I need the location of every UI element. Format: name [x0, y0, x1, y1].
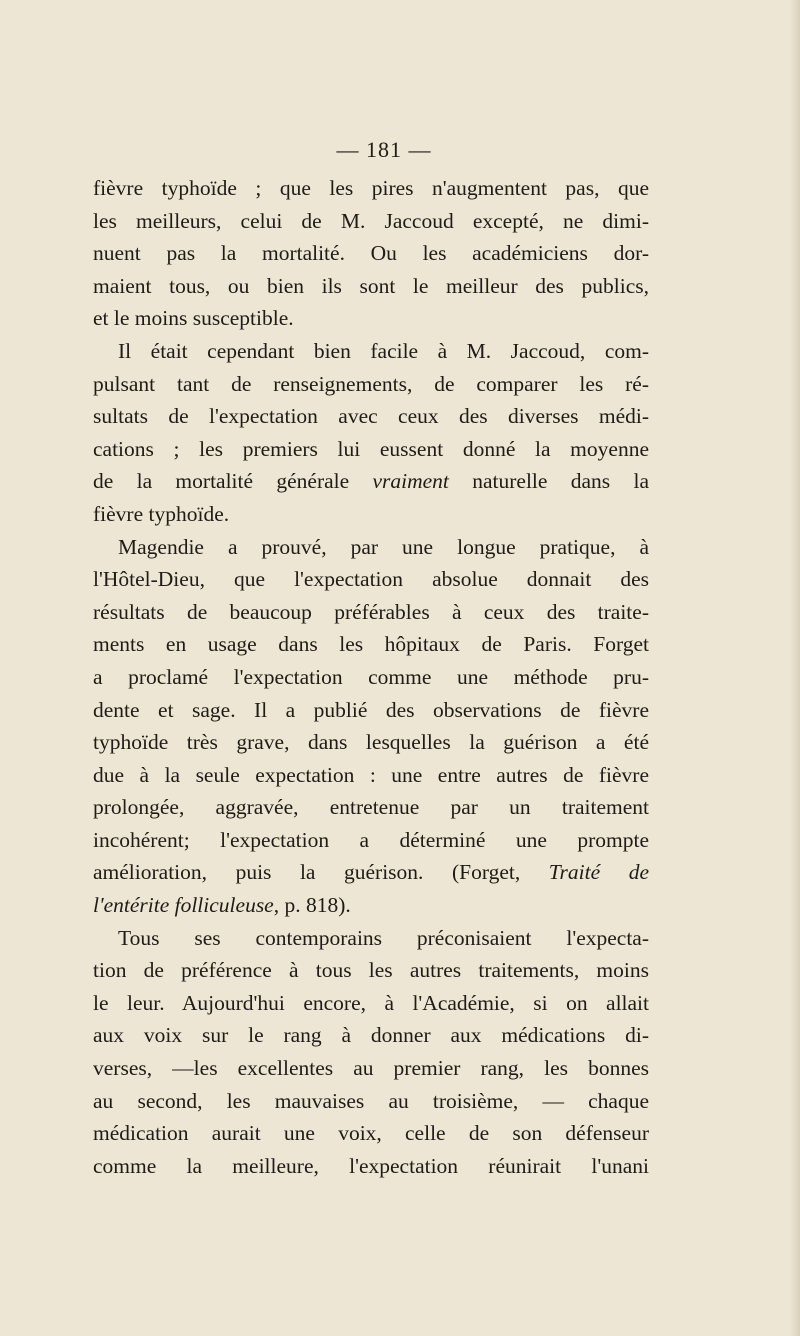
text-line: maient tous, ou bien ils sont le meilleur des publics, — [93, 273, 649, 298]
text-line: Il était cependant bien facile à M. Jaccoud, com- — [118, 338, 649, 363]
text-line: comme la meilleure, l'expectation réunirait l'unani — [93, 1153, 649, 1178]
text-line: amélioration, puis la guérison. (Forget, Traité de — [93, 860, 649, 885]
text-line: a proclamé l'expectation comme une méthode pru- — [93, 664, 649, 689]
text-line: dente et sage. Il a publié des observations de fièvre — [93, 697, 649, 722]
text-line: résultats de beaucoup préférables à ceux des traite- — [93, 599, 649, 624]
text-line: au second, les mauvaises au troisième, — chaque — [93, 1088, 649, 1113]
text-line: et le moins susceptible. — [93, 306, 294, 331]
text-line: tion de préférence à tous les autres traitements, moins — [93, 958, 649, 983]
body-text — [93, 172, 649, 1182]
text-line: pulsant tant de renseignements, de comparer les ré- — [93, 371, 649, 396]
page-edge-shadow — [790, 0, 800, 1336]
text-line: les meilleurs, celui de M. Jaccoud excepté, ne dimi- — [93, 208, 649, 233]
text-line: de la mortalité générale vraiment naturelle dans la — [93, 469, 649, 494]
text-line: médication aurait une voix, celle de son défenseur — [93, 1121, 649, 1146]
text-line: l'entérite folliculeuse, p. 818). — [93, 893, 351, 918]
page-number: — 181 — — [336, 137, 432, 162]
text-line: sultats de l'expectation avec ceux des diverses médi- — [93, 404, 649, 429]
text-line: verses, —les excellentes au premier rang, les bonnes — [93, 1056, 649, 1081]
text-line: le leur. Aujourd'hui encore, à l'Académie, si on allait — [93, 990, 649, 1015]
text-line: fièvre typhoïde ; que les pires n'augmentent pas, que — [93, 176, 649, 200]
text-line: incohérent; l'expectation a déterminé une prompte — [93, 827, 649, 852]
text-line: aux voix sur le rang à donner aux médications di- — [93, 1023, 649, 1048]
text-line: Magendie a prouvé, par une longue pratique, à — [118, 534, 649, 559]
text-line: l'Hôtel-Dieu, que l'expectation absolue donnait des — [93, 567, 649, 592]
text-line: cations ; les premiers lui eussent donné la moyenne — [93, 436, 649, 461]
text-line: nuent pas la mortalité. Ou les académiciens dor- — [93, 241, 649, 266]
text-line: typhoïde très grave, dans lesquelles la guérison a été — [93, 730, 649, 755]
text-line: due à la seule expectation : une entre autres de fièvre — [93, 762, 649, 787]
text-line: ments en usage dans les hôpitaux de Paris. Forget — [93, 632, 649, 657]
text-line: fièvre typhoïde. — [93, 501, 230, 526]
text-line: Tous ses contemporains préconisaient l'expecta- — [118, 925, 649, 950]
text-line: prolongée, aggravée, entretenue par un traitement — [93, 795, 649, 820]
